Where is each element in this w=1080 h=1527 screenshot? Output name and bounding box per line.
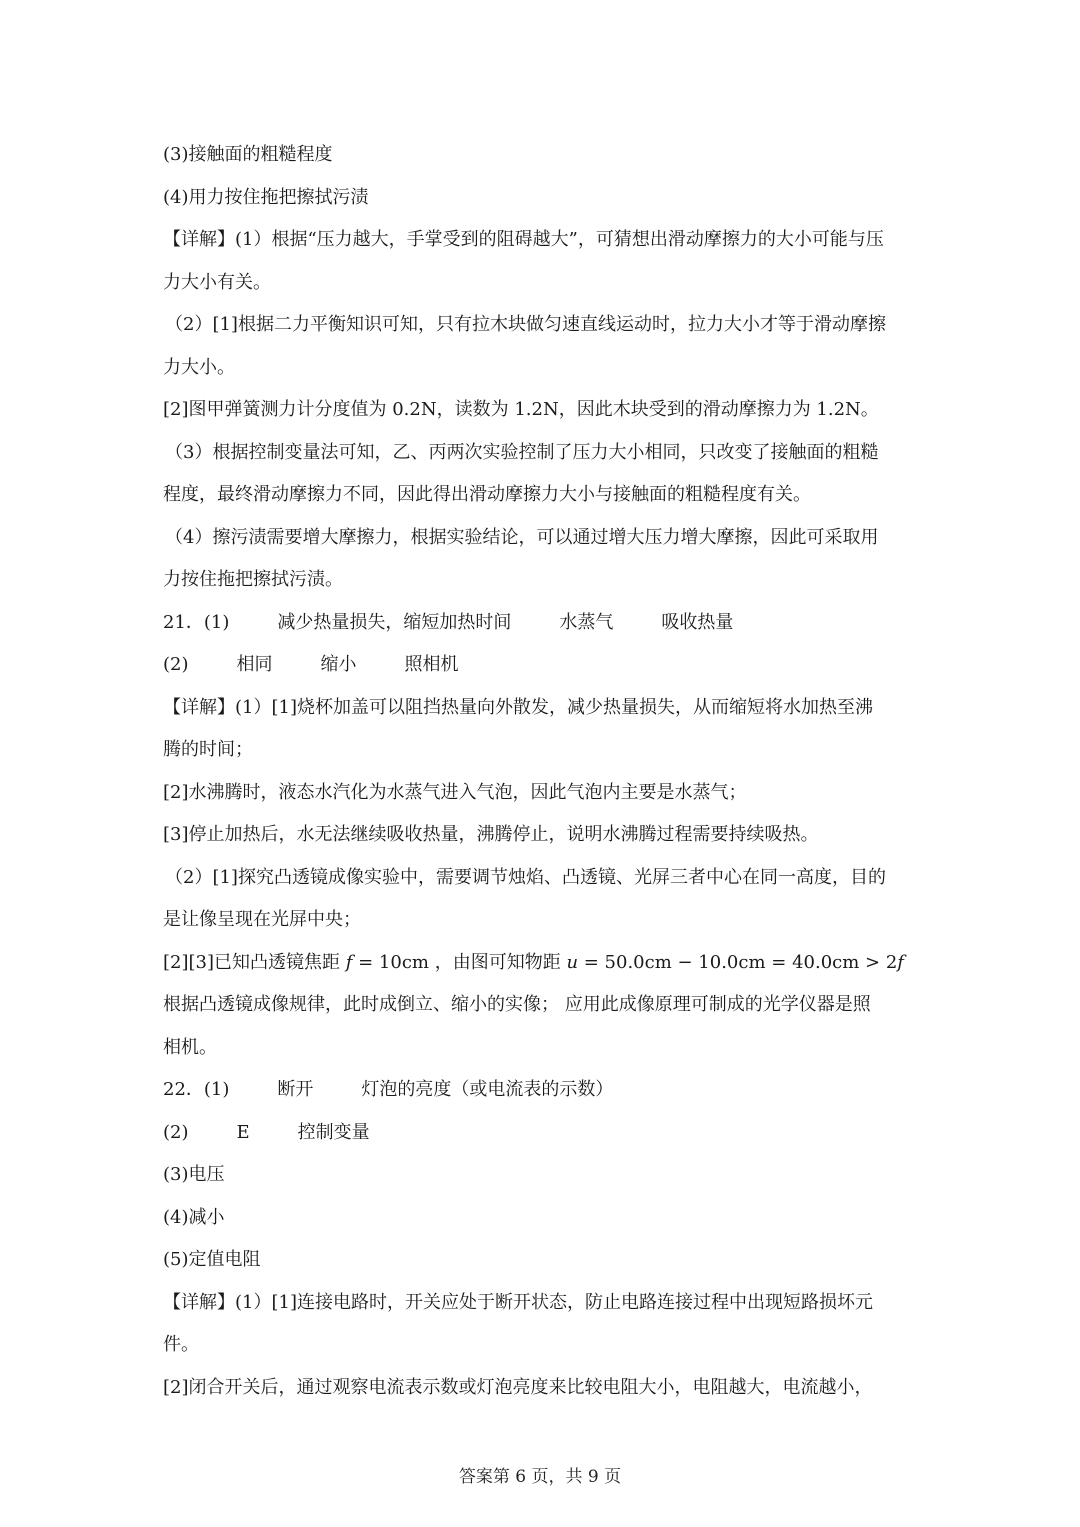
text-line: 【详解】(1）[1]连接电路时，开关应处于断开状态，防止电路连接过程中出现短路损坏元 [163,1291,873,1313]
q22-answer-d: 控制变量 [297,1121,370,1143]
q22-answer-row-1 [163,1069,923,1112]
text-line: 根据凸透镜成像规律，此时成倒立、缩小的实像； 应用此成像原理可制成的光学仪器是照 [163,994,871,1015]
text-line: [3]停止加热后，水无法继续吸收热量，沸腾停止，说明水沸腾过程需要持续吸热。 [163,824,819,845]
math-object-distance: u = 50.0cm − 10.0cm = 40.0cm > 2f [566,951,904,973]
formula-line [163,942,923,985]
formula-mid: ，由图可知物距 [428,951,567,973]
page-footer: 答案第 6 页，共 9 页 [458,1467,622,1487]
text-line: [2]水沸腾时，液态水汽化为水蒸气进入气泡，因此气泡内主要是水蒸气； [163,781,747,803]
math-focal-length: f = 10cm [345,951,429,973]
text-line: 【详解】(1）根据“压力越大，手掌受到的阻碍越大”，可猜想出滑动摩擦力的大小可能与压 [163,229,884,250]
text-line: 【详解】(1）[1]烧杯加盖可以阻挡热量向外散发，减少热量损失，从而缩短将水加热至沸 [163,696,873,718]
text-line: 件。 [163,1334,199,1355]
q22-answer-a: 断开 [277,1079,314,1100]
text-line: (4)减小 [163,1206,225,1228]
text-line: 力按住拖把擦拭污渍。 [163,569,343,590]
text-line: [2]闭合开关后，通过观察电流表示数或灯泡亮度来比较电阻大小，电阻越大，电流越小， [163,1376,873,1398]
q21-answer-row-1 [163,602,923,645]
q21-answer-d: 相同 [236,654,273,675]
text-line: 相机。 [163,1036,217,1058]
text-line: 力大小。 [163,356,235,378]
answer-content [163,134,923,1409]
text-line: 程度，最终滑动摩擦力不同，因此得出滑动摩擦力大小与接触面的粗糙程度有关。 [163,484,811,505]
text-line: (3)电压 [163,1164,225,1185]
text-line: [2]图甲弹簧测力计分度值为 0.2N，读数为 1.2N，因此木块受到的滑动摩擦力为 1.2N。 [163,399,879,420]
text-line: （2）[1]根据二力平衡知识可知，只有拉木块做匀速直线运动时，拉力大小才等于滑动摩擦 [165,314,886,335]
text-line: 腾的时间； [163,739,253,760]
text-line: （4）擦污渍需要增大摩擦力，根据实验结论，可以通过增大压力增大摩擦，因此可采取用 [165,526,879,548]
text-line: (5)定值电阻 [163,1249,261,1270]
text-line: (4)用力按住拖把擦拭污渍 [163,186,369,208]
text-line: 力大小有关。 [163,271,271,293]
text-line: 是让像呈现在光屏中央； [163,909,361,930]
q21-answer-c: 吸收热量 [661,611,734,633]
formula-prefix: [2][3]已知凸透镜焦距 [163,951,346,973]
q22-number: 22．(1) [163,1079,230,1100]
q21-number: 21．(1) [163,611,230,633]
q22-answer-b: 灯泡的亮度（或电流表的示数） [361,1079,614,1100]
q21-answer-b: 水蒸气 [559,611,614,633]
q22-answer-row-2 [163,1112,923,1155]
q21-part-2: (2) [163,654,189,675]
text-line: （3）根据控制变量法可知，乙、丙两次实验控制了压力大小相同，只改变了接触面的粗糙 [165,441,879,463]
q21-answer-a: 减少热量损失，缩短加热时间 [277,611,512,633]
text-line: (3)接触面的粗糙程度 [163,144,333,165]
q22-answer-c: E [236,1121,250,1143]
text-line: （2）[1]探究凸透镜成像实验中，需要调节烛焰、凸透镜、光屏三者中心在同一高度，目的 [165,866,886,888]
q21-answer-f: 照相机 [404,654,459,675]
q21-answer-e: 缩小 [320,654,357,675]
q21-answer-row-2 [163,644,923,687]
q22-part-2: (2) [163,1121,189,1143]
